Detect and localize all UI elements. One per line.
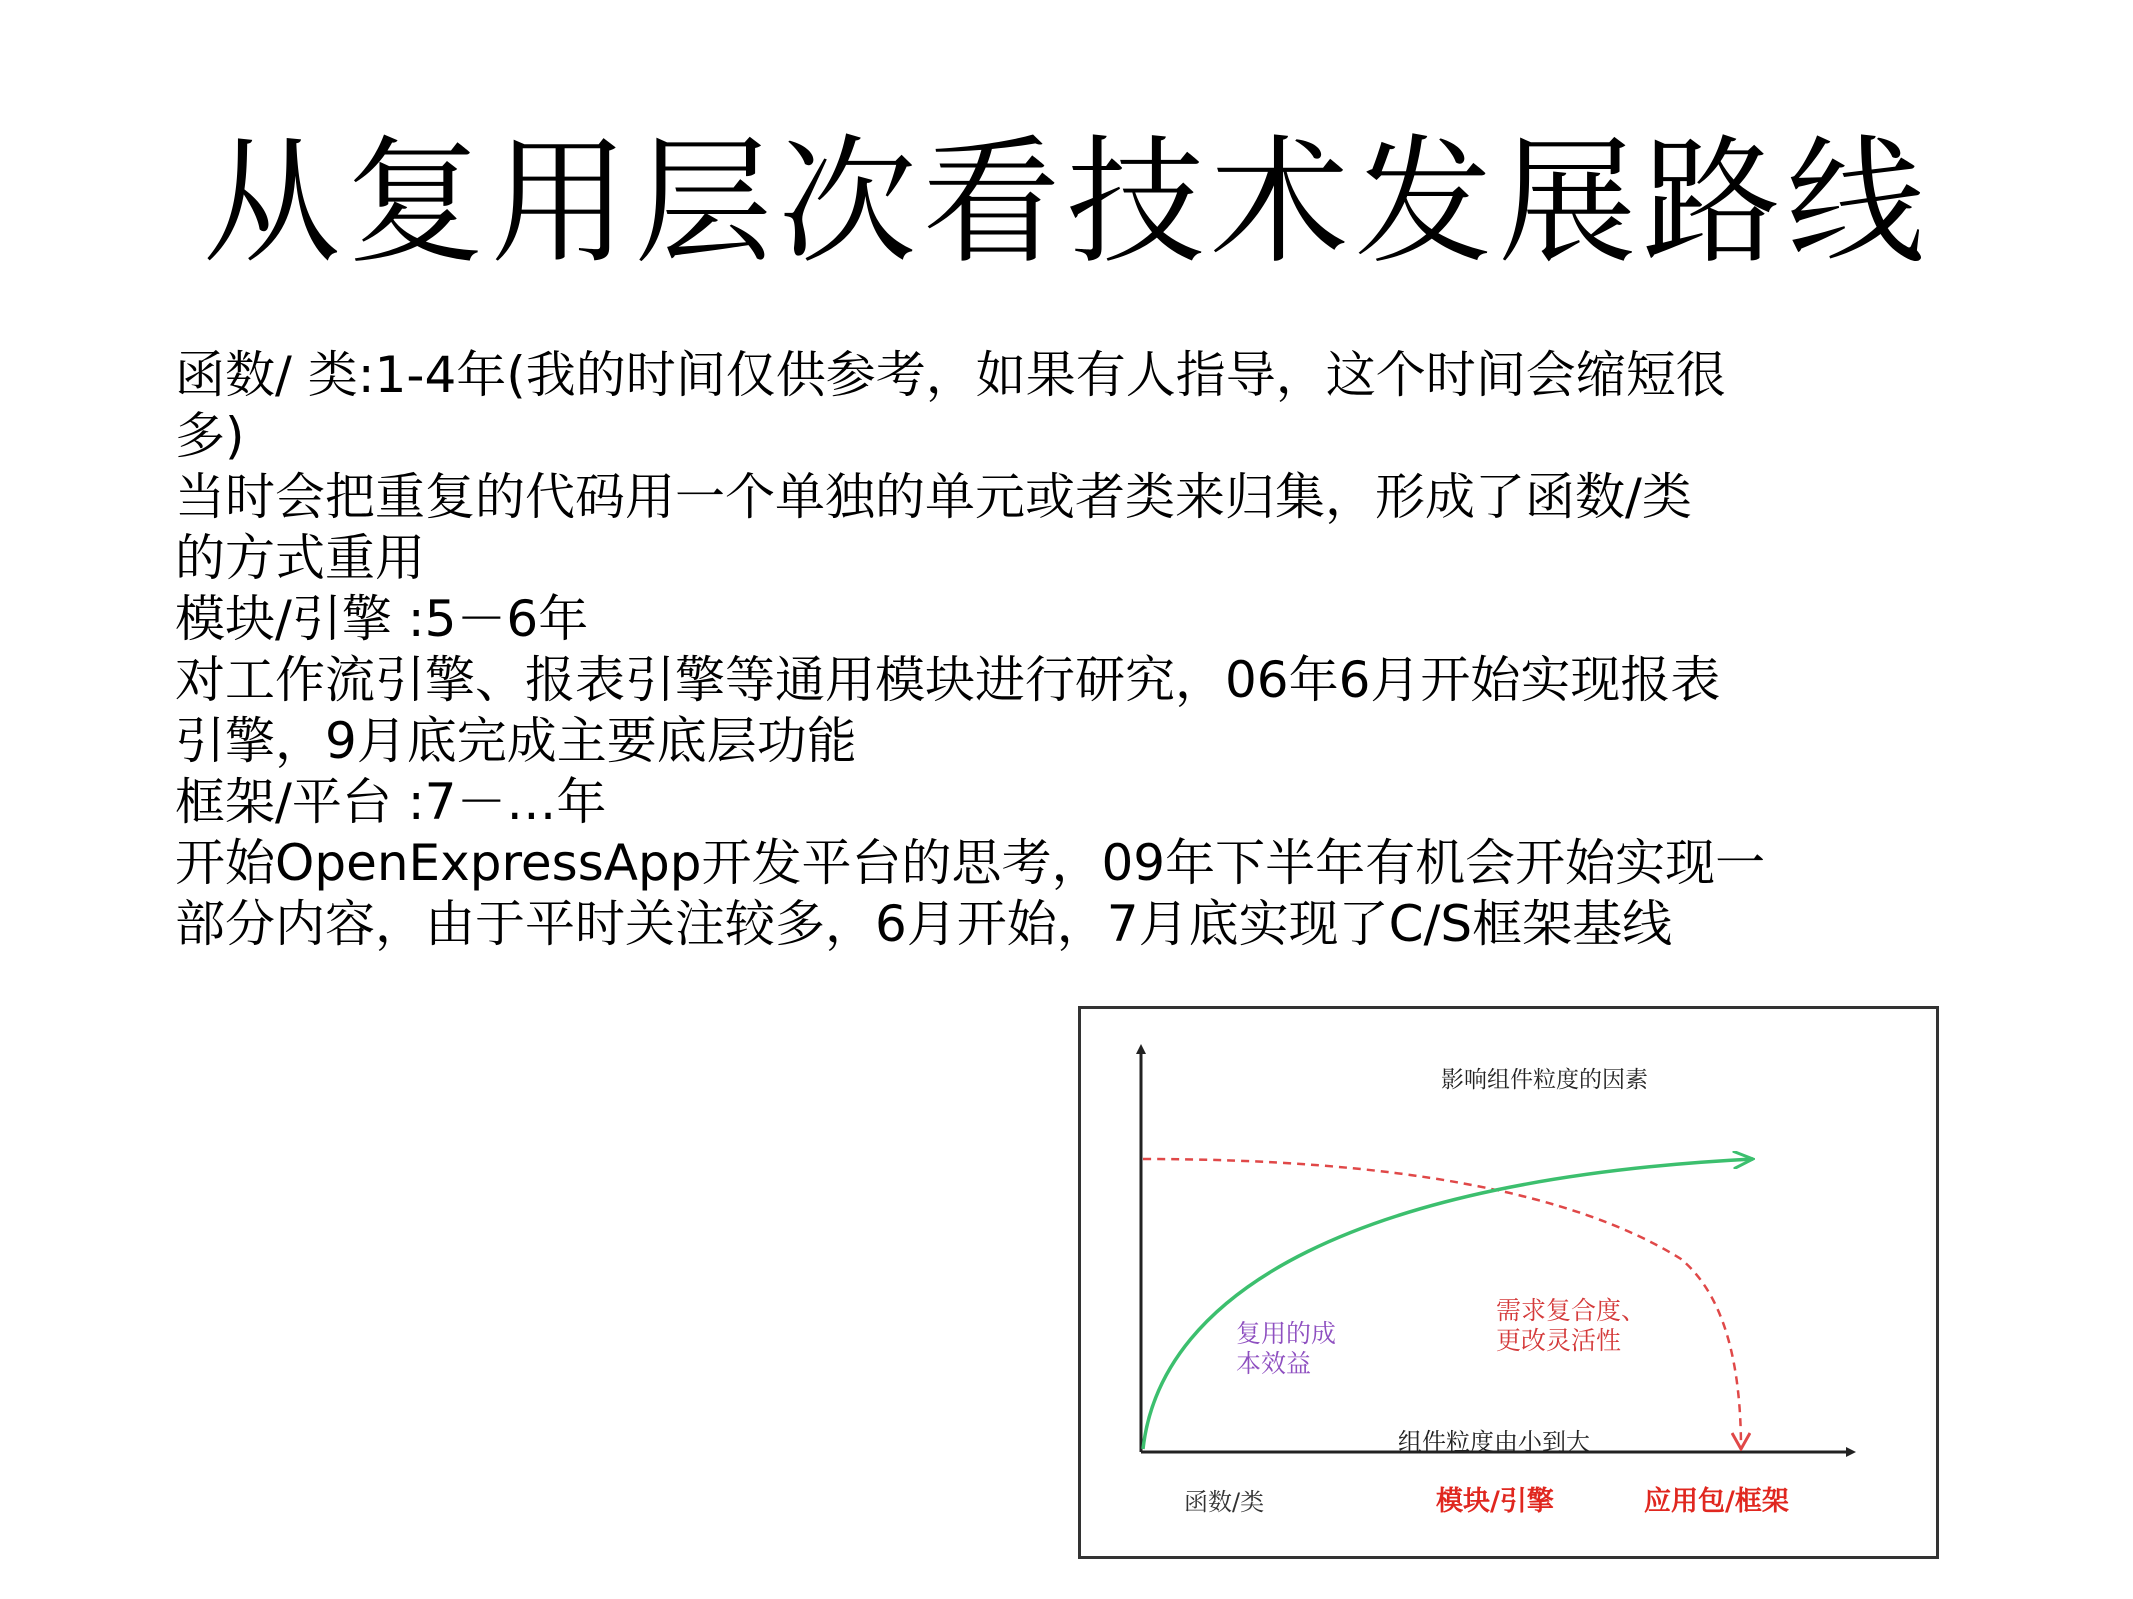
body-line: 函数/ 类:1-4年(我的时间仅供参考，如果有人指导，这个时间会缩短很 [175,346,1726,404]
granularity-diagram [1078,1006,1939,1559]
cost-label-line: 本效益 [1236,1349,1312,1378]
slide-title: 从复用层次看技术发展路线 [202,122,1931,283]
need-label-line: 需求复合度、 [1496,1296,1647,1325]
tick-label-framework: 应用包/框架 [1644,1486,1789,1517]
body-line: 模块/引擎 :5－6年 [175,590,589,648]
cost-effectiveness-curve [1143,1159,1753,1449]
cost-label-line: 复用的成 [1236,1319,1337,1348]
need-label-line: 更改灵活性 [1496,1326,1622,1355]
body-line: 框架/平台 :7－…年 [175,773,607,831]
body-line: 开始OpenExpressApp开发平台的思考，09年下半年有机会开始实现一 [175,834,1766,892]
body-line: 引擎，9月底完成主要底层功能 [175,712,857,770]
body-line: 对工作流引擎、报表引擎等通用模块进行研究，06年6月开始实现报表 [175,651,1721,709]
tick-label-module: 模块/引擎 [1436,1486,1554,1517]
body-line: 多) [175,407,245,465]
x-axis-label: 组件粒度由小到大 [1398,1428,1590,1456]
cost-effectiveness-label [1236,1319,1336,1379]
need-flexibility-label [1496,1296,1646,1356]
body-line: 部分内容，由于平时关注较多，6月开始，7月底实现了C/S框架基线 [175,895,1673,953]
slide-body [175,345,1875,955]
factors-label: 影响组件粒度的因素 [1441,1067,1648,1093]
tick-label-function: 函数/类 [1184,1488,1265,1516]
body-line: 当时会把重复的代码用一个单独的单元或者类来归集，形成了函数/类 [175,468,1692,526]
body-line: 的方式重用 [175,529,425,587]
